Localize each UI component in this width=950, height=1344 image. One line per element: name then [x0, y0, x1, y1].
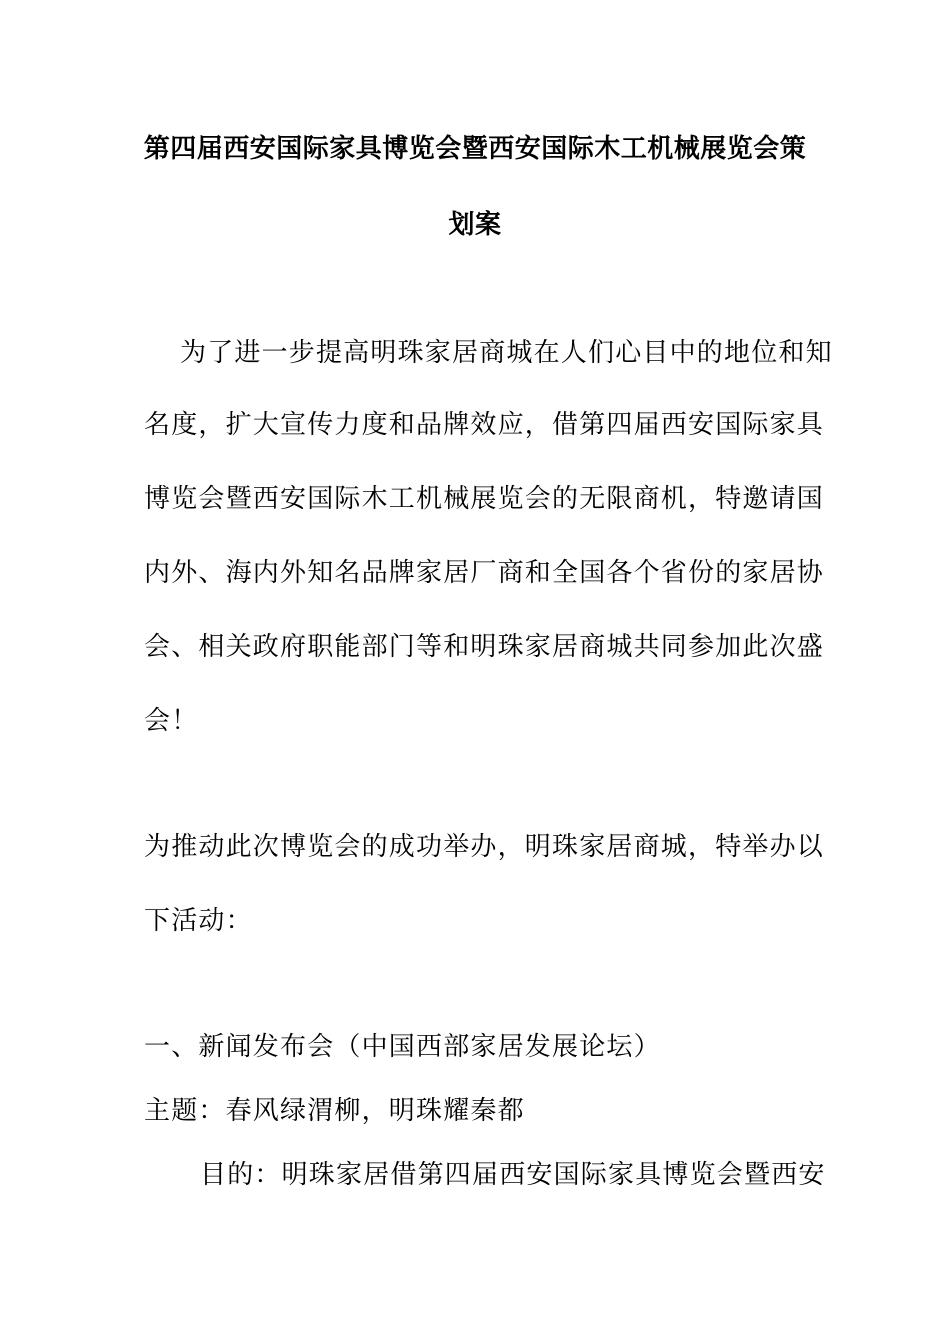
- intro-paragraph-line-5: 会、相关政府职能部门等和明珠家居商城共同参加此次盛: [144, 632, 825, 662]
- activity-intro-line-1: 为推动此次博览会的成功举办，明珠家居商城，特举办以: [144, 832, 825, 862]
- intro-paragraph-line-6: 会！: [144, 706, 199, 736]
- theme-line: 主题：春风绿渭柳，明珠耀秦都: [144, 1096, 525, 1126]
- document-title-line-1: 第四届西安国际家具博览会暨西安国际木工机械展览会策: [143, 134, 807, 164]
- document-title-line-2: 划案: [448, 210, 502, 240]
- activity-intro-line-2: 下活动：: [144, 906, 253, 936]
- purpose-line: 目的：明珠家居借第四届西安国际家具博览会暨西安: [200, 1160, 826, 1190]
- intro-paragraph-line-2: 名度，扩大宣传力度和品牌效应，借第四届西安国际家具: [144, 410, 825, 440]
- intro-paragraph-line-4: 内外、海内外知名品牌家居厂商和全国各个省份的家居协: [144, 558, 825, 588]
- intro-paragraph-line-3: 博览会暨西安国际木工机械展览会的无限商机，特邀请国: [144, 484, 825, 514]
- section-heading: 一、新闻发布会（中国西部家居发展论坛）: [144, 1032, 661, 1062]
- intro-paragraph-line-1: 为了进一步提高明珠家居商城在人们心目中的地位和知: [180, 338, 833, 368]
